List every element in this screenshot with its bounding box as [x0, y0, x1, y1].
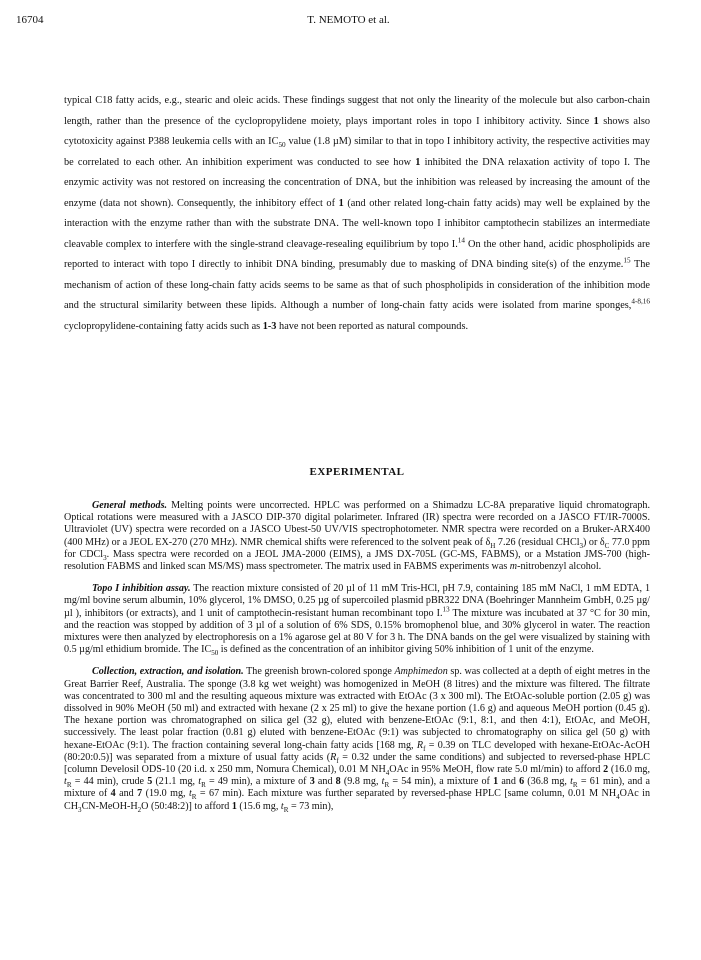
compound-number: 5 [147, 776, 153, 788]
subscript: 4 [616, 793, 620, 802]
citation-ref: 13 [442, 605, 450, 614]
text-run: shows also cytotoxicity against P388 leukemia cells with an IC [64, 115, 650, 147]
text-run: and [115, 788, 138, 800]
text-run: (and other related long-chain fatty acids) may well be explained by the interaction with the enzyme rather than with the substrate DNA. The well-known topo I inhibitor camptothecin stabilizes an intermediate cleavable complex to interfere with the single-strand cleavage-resealing equilibrium by topo I. [64, 197, 650, 250]
subscript: 50 [278, 141, 286, 150]
text-run: = 0.32 under the same conditions) and subjected to reversed-phase HPLC [column Develosil ODS-10 (20 i.d. x 250 mm, Nomura Chemical), 0.01 M NH [64, 751, 650, 776]
subscript: 4 [385, 769, 390, 778]
text-run: sp. was collected at a depth of eight metres in the Great Barrier Reef, Australia. The sponge (3.8 kg wet weight) was homogenized in MeOH (8 litres) and the mixture was filtered. The filtrate was concentrated to 300 ml and the resulting aqueous mixture was extracted with EtOAc (3 x 300 ml). The EtOAc-soluble portion (2.05 g) was dissolved in 90% MeOH (50 ml) and extracted with hexane (2 x 25 ml) to give the hexane portion (1.6 g) and aqueous MeOH portion (0.45 g). The hexane portion was chromatographed on silica gel (32 g), eluted with benzene-EtOAc (9:1, 8:1, and then 4:1), EtOAc, and MeOH, successively. The least polar fraction (0.81 g) eluted with benzene-EtOAc (9:1) was subjected to chromatography on silica gel (50 g) with hexane-EtOAc (9:1). The fraction containing several long-chain fatty acids [168 mg, [64, 666, 651, 751]
section-title-experimental: EXPERIMENTAL [309, 466, 405, 478]
text-run: O (50:48:2)] to afford [141, 800, 232, 812]
text-run: (16.0 mg, [608, 764, 650, 776]
text-run: Melting points were uncorrected. HPLC was performed on a Shimadzu LC-8A preparative liquid chromatograph. Optical rotations were measured with a JASCO DIP-370 digital polarimeter. Infrared (IR) spectra were recorded on a JASCO FT/IR-7000S. Ultraviolet (UV) spectra were recorded on a JASCO Ubest-50 UV/VIS spectrophotometer. NMR spectra were recorded on a Bruker-ARX400 (400 MHz) or a JEOL EX-270 (270 MHz). NMR chemical shifts were referenced to the solvent peak of δ [64, 500, 650, 548]
subscript: 2 [137, 805, 142, 814]
text-run: = 67 min). Each mixture was further separated by reversed-phase HPLC [same column, 0.01 M NH [196, 788, 617, 800]
compound-number: 1 [338, 197, 344, 209]
running-title: T. NEMOTO et al. [307, 14, 390, 26]
italic-text: t [280, 800, 284, 812]
compound-number: 3 [309, 776, 315, 788]
compound-number: 7 [137, 788, 143, 800]
text-run: (36.8 mg, [524, 776, 571, 788]
compound-number: 1 [231, 800, 237, 812]
italic-text: R [416, 739, 424, 751]
text-run: On the other hand, acidic phospholipids are reported to interact with topo I directly to inhibit DNA binding, presumably due to masking of DNA binding site(s) of the enzyme. [64, 238, 650, 270]
italic-text: m [509, 561, 518, 573]
text-run: (15.6 mg, [236, 800, 281, 812]
species-name: Amphimedon [394, 666, 448, 678]
text-run: value (1.8 µM) similar to that in topo I inhibitory activity, the respective activities may be correlated to each other. An inhibition experiment was conducted to see how [64, 136, 650, 168]
italic-text: t [198, 776, 202, 788]
page-header [16, 14, 681, 30]
citation-ref: 15 [623, 256, 631, 265]
text-run: = 0.39 on TLC developed with hexane-EtOAc-AcOH (80:20:0.5)] was separated from a mixture of usual fatty acids ( [64, 739, 650, 763]
text-run: The reaction mixture consisted of 20 µl of 11 mM Tris-HCl, pH 7.9, containing 185 mM NaCl, 1 mM EDTA, 1 mg/ml bovine serum albumin, 10% glycerol, 1% DMSO, 0.25 µg of supercoiled plasmid pBR322 DNA (Boehringer Mannheim GmbH, 0.25 µg/µl ), inhibitors (or extracts), and 1 unit of camptothecin-resistant human recombinant topo I. [64, 583, 650, 619]
italic-text: t [64, 776, 67, 788]
text-run: = 61 min), and a mixture of [64, 776, 650, 800]
subscript: 3 [103, 553, 107, 562]
text-run: ) or δ [583, 536, 605, 548]
subscript: R [201, 781, 206, 790]
text-run: = 49 min), a mixture of [205, 776, 310, 788]
text-run: -nitrobenzyl alcohol. [517, 561, 602, 573]
italic-text: t [570, 776, 573, 788]
text-run: cyclopropylidene-containing fatty acids such as [64, 320, 263, 332]
text-run: and [498, 776, 520, 788]
text-run: The mixture was incubated at 37 °C for 30 min, and the reaction was stopped by addition of 3 µl of a solution of 6% SDS, 0.15% bromophenol blue, and 30% glycerol in water. The reaction mixtures were then analyzed by electrophoresis on a 1% agarose gel at 80 V for 3 h. The DNA bands on the gel were visualized by staining with 0.5 µg/ml ethidium bromide. The IC [64, 607, 650, 656]
page-number: 16704 [16, 14, 44, 26]
text-run: have not been reported as natural compounds. [276, 320, 469, 332]
citation-ref: 14 [457, 236, 465, 245]
subscript: R [66, 781, 72, 790]
text-run: (19.0 mg, [142, 788, 189, 800]
text-run: (21.1 mg, [152, 776, 199, 788]
text-run: and [314, 776, 336, 788]
italic-text: t [381, 776, 385, 788]
isolation-paragraph [64, 666, 650, 812]
subscript: 3 [579, 541, 584, 550]
subscript: R [572, 781, 578, 790]
subscript: C [604, 541, 610, 550]
compound-number: 6 [519, 776, 525, 788]
text-run: = 44 min), crude [71, 776, 148, 788]
compound-number: 1 [593, 115, 599, 127]
topo-assay-paragraph [64, 583, 650, 656]
subscript: f [336, 756, 339, 765]
subscript: R [384, 781, 390, 790]
experimental-section [64, 500, 650, 823]
compound-number: 1 [493, 776, 499, 788]
compound-number: 4 [110, 788, 116, 800]
italic-text: R [330, 751, 337, 763]
text-run: . Mass spectra were recorded on a JEOL JMA-2000 (EIMS), a JMS DX-705L (GC-MS, FABMS), or a Mstation JMS-700 (high-resolution FABMS and linked scan MS/MS) mass spectrometer. The matrix used in FABMS experiments was [64, 548, 650, 573]
compound-number: 2 [603, 764, 609, 776]
general-methods-paragraph [64, 500, 650, 573]
intro-paragraph [64, 91, 650, 337]
text-run: = 54 min), a mixture of [389, 776, 494, 788]
text-run: 7.26 (residual CHCl [495, 536, 580, 548]
subscript: R [283, 805, 289, 814]
text-run: OAc in 95% MeOH, flow rate 5.0 ml/min) to afford [389, 764, 604, 776]
compound-number: 1-3 [262, 320, 277, 332]
subscript: 50 [211, 649, 219, 658]
compound-number: 1 [415, 156, 421, 168]
text-run: typical C18 fatty acids, e.g., stearic and oleic acids. These findings suggest that not only the linearity of the molecule but also carbon-chain length, rather than the presence of the cyclopropylidene moiety, plays important roles in topo I inhibitory activity. Since [64, 95, 650, 127]
text-run: The mechanism of action of these long-chain fatty acids seems to be same as that of such phospholipids in consideration of the inhibition mode and the structural similarity between these lipids. Although a number of long-chain fatty acids were isolated from marine sponges, [64, 259, 650, 311]
subscript: R [191, 793, 197, 802]
text-run: is defined as the concentration of an inhibitor giving 50% inhibition of 1 unit of the enzyme. [218, 644, 594, 656]
italic-text: t [188, 788, 192, 800]
subscript: 3 [78, 805, 82, 814]
run-in-heading: General methods. [92, 500, 168, 511]
text-run: CN-MeOH-H [81, 800, 138, 812]
text-run: = 73 min), [288, 800, 334, 812]
text-run: 77.0 ppm for CDCl [64, 536, 651, 560]
text-run: The greenish brown-colored sponge [243, 666, 395, 678]
text-run: inhibited the DNA relaxation activity of topo I. The enzymic activity was not restored on increasing the concentration of DNA, but the inhibition was released by increasing the amount of the enzyme (data not shown). Consequently, the inhibitory effect of [64, 156, 650, 209]
subscript: f [423, 744, 426, 753]
subscript: H [490, 541, 496, 550]
text-run: OAc in CH [64, 788, 650, 812]
citation-ref: 4-8,16 [631, 297, 650, 306]
run-in-heading: Collection, extraction, and isolation. [92, 666, 244, 678]
paragraph [64, 91, 650, 337]
compound-number: 8 [335, 776, 341, 788]
run-in-heading: Topo I inhibition assay. [92, 583, 191, 595]
text-run: (9.8 mg, [340, 776, 382, 788]
